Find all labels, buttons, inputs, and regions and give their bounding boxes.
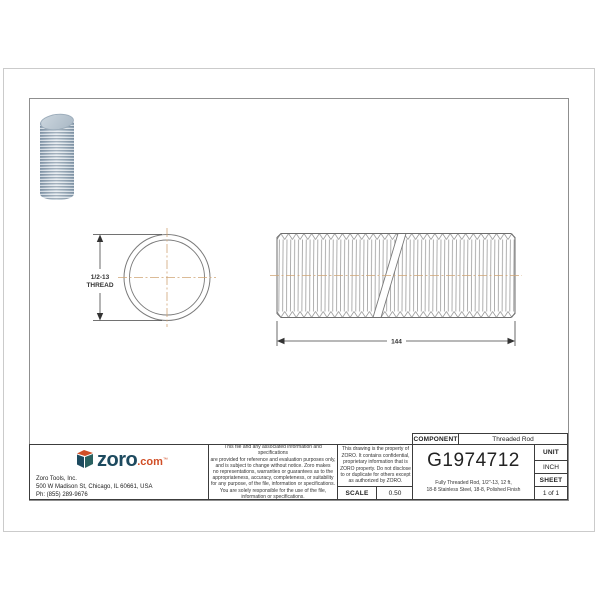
side-view	[270, 234, 522, 347]
sheet-label: SHEET	[534, 473, 568, 487]
unit-value: INCH	[534, 460, 568, 474]
part-number: G1974712	[427, 450, 520, 471]
length-dimension	[277, 321, 515, 346]
component-label: COMPONENT	[412, 433, 459, 445]
company-name: Zoro Tools, Inc.	[36, 476, 77, 482]
logo-suffix: .com	[137, 456, 163, 468]
end-view-centerlines	[118, 228, 216, 327]
disclaimer-usage: This file and any associated information and specifications are provided for reference and evaluation purposes only, and is subject to change without notice. Zoro makes no representations, warranties or guarantees as to the appropriateness, accuracy, completeness, or suitability for any purpose, of the file, information or specifications. You are solely responsible for the use of the file, information or specifications.	[208, 444, 338, 500]
logo-text: zoro	[97, 449, 138, 471]
company-address	[36, 475, 153, 499]
company-phone: Ph: (855) 289-9676	[36, 492, 88, 498]
scale-value: 0.50	[376, 486, 414, 500]
logo-trademark: ™	[162, 457, 168, 463]
zoro-logo	[76, 450, 168, 469]
end-view	[86, 228, 216, 327]
unit-label: UNIT	[534, 444, 568, 461]
component-value: Threaded Rod	[458, 433, 568, 445]
disclaimer-property: This drawing is the property of ZORO. It contains confidential, proprietary information that is ZORO property. Do not disclose to or duplicate for others except as authorized by ZORO.	[337, 444, 414, 487]
part-description: Fully Threaded Rod, 1/2"-13, 12 ft, 18-8 Stainless Steel, 18-8, Polished Finish	[426, 480, 521, 493]
thread-size-label: 1/2-13	[90, 274, 110, 281]
company-street: 500 W Madison St, Chicago, IL 60661, USA	[36, 484, 153, 490]
part-block	[412, 444, 535, 500]
thread-word-label: THREAD	[86, 282, 114, 289]
sheet-value: 1 of 1	[534, 486, 568, 500]
zoro-cube-logo-icon	[76, 450, 94, 469]
scale-label: SCALE	[337, 486, 377, 500]
length-value-label: 144	[391, 338, 402, 346]
company-block	[29, 444, 209, 500]
